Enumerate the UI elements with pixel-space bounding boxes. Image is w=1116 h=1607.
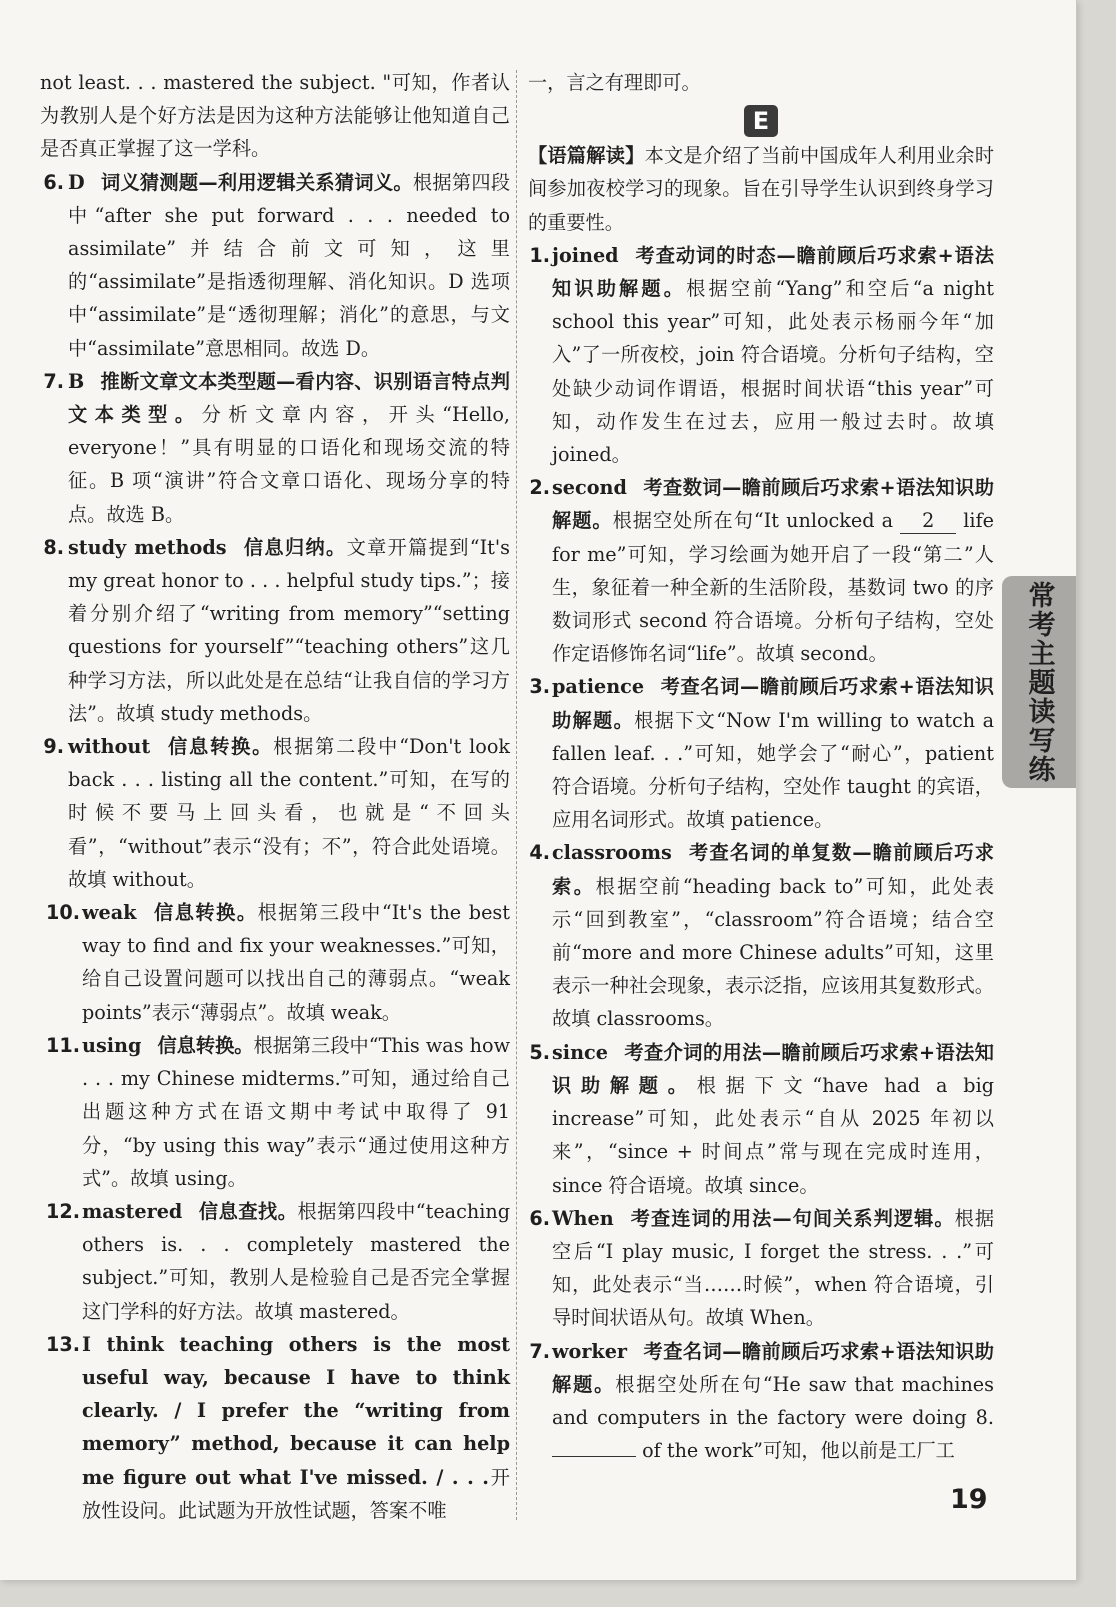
- question-number: 10.: [46, 901, 80, 925]
- explanation-text: 根据下文“have had a big increase”可知，此处表示“自从 2025 年初以来”，“since + 时间点”常与现在完成时连用，since 符合语境。故填 since。: [552, 1073, 994, 1197]
- question-number: 13.: [46, 1332, 80, 1356]
- question-type: 信息归纳。: [242, 535, 347, 559]
- explanation-text: 分析文章内容，开头“Hello, everyone！”具有明显的口语化和现场交流的特征。B 项“演讲”符合文章口语化、现场分享的特点。故选 B。: [68, 403, 511, 526]
- section-badge: E: [744, 105, 778, 137]
- left-intro: not least. . . mastered the subject. "可知，作者认为教别人是个好方法是因为这种方法能够让他知道自己是否真正掌握了这一学科。: [40, 71, 510, 161]
- fill-blank: 2: [900, 509, 956, 534]
- left-answer-item: [40, 1029, 510, 1195]
- explanation-text: 文章开篇提到“It's my great honor to . . . helpful study tips.”；接着分别介绍了“writing from memory”“setting questions for yourself”“teaching others”这几种学习方法，所以此处是在总结“让我自信的学习方法”。故填 study methods。: [68, 535, 510, 725]
- question-type: 考查连词的用法—句间关系判逻辑。: [629, 1206, 955, 1230]
- question-number: 1.: [529, 243, 550, 267]
- question-number: 12.: [46, 1199, 80, 1223]
- right-answer-item: [528, 836, 994, 1035]
- explanation-text: 根据空前“Yang”和空后“a night school this year”可知，此处表示杨丽今年“加入”了一所夜校，join 符合语境。分析句子结构，空处缺少动词作谓语，根据时间状语“this year”可知，动作发生在过去，应用一般过去时。故填 joined。: [552, 277, 994, 467]
- left-answer-item: [40, 896, 510, 1029]
- answer-key: I think teaching others is the most useful way, because I have to think clearly. / I prefer the “writing from memory” method, because it can help me figure out what I've missed. / . . .: [82, 1332, 510, 1489]
- answer-key: When: [552, 1206, 614, 1230]
- right-answer-item: [528, 471, 994, 670]
- explanation-text: 根据空前“heading back to”可知，此处表示“回到教室”，“classroom”符合语境；结合空前“more and more Chinese adults”可知，这里表示一种社会现象，表示泛指，应该用其复数形式。故填 classrooms。: [552, 874, 995, 1031]
- side-tab-label: 常考主题读写练: [1023, 580, 1055, 784]
- left-column: [40, 66, 510, 1527]
- side-tab: [1002, 576, 1076, 788]
- question-type: 信息查找。: [198, 1199, 298, 1223]
- question-type: 考查介词的用法—瞻前顾后巧求索+语法知识助解题。: [552, 1040, 994, 1097]
- question-number: 2.: [529, 476, 550, 500]
- right-answer-item: [528, 239, 994, 471]
- explanation-text-cont: life for me”可知，学习绘画为她开启了一段“第二”人生，象征着一种全新的生活阶段，基数词 two 的序数词形式 second 符合语境。分析句子结构，空处作定语修饰名词“life”。故填 second。: [552, 509, 995, 666]
- answer-key: without: [68, 735, 151, 759]
- question-type: 考查数词—瞻前顾后巧求索+语法知识助解题。: [552, 476, 994, 533]
- left-answer-item: [40, 1328, 510, 1527]
- answer-key: using: [82, 1033, 142, 1057]
- question-type: 信息转换。: [152, 901, 258, 925]
- question-type: 考查动词的时态—瞻前顾后巧求索+语法知识助解题。: [552, 243, 994, 301]
- question-number: 6.: [529, 1206, 550, 1230]
- left-answer-list: [40, 166, 510, 1527]
- explanation-text: 根据空后“I play music, I forget the stress. . .”可知，此处表示“当……时候”，when 符合语境，引导时间状语从句。故填 When。: [552, 1206, 995, 1330]
- question-number: 3.: [529, 675, 550, 699]
- right-answer-item: [528, 670, 994, 836]
- question-number: 11.: [46, 1033, 80, 1057]
- answer-key: worker: [552, 1339, 628, 1363]
- left-answer-item: [40, 365, 510, 531]
- right-column: [528, 66, 994, 1467]
- right-answer-item: [528, 1202, 994, 1335]
- answer-key: D: [68, 170, 85, 194]
- fill-blank: [552, 1456, 636, 1457]
- column-divider: [516, 70, 517, 1520]
- passage-analysis-label: 【语篇解读】: [528, 144, 645, 168]
- question-number: 4.: [529, 841, 550, 865]
- answer-key: since: [552, 1040, 608, 1064]
- explanation-text: 根据第三段中“This was how . . . my Chinese midterms.”可知，通过给自己出题这种方式在语文期中考试中取得了 91 分，“by using this way”表示“通过使用这种方式”。故填 using。: [82, 1033, 510, 1190]
- page-number: 19: [950, 1484, 988, 1515]
- question-type: 信息转换。: [157, 1033, 254, 1057]
- question-type: 考查名词—瞻前顾后巧求索+语法知识助解题。: [552, 675, 994, 732]
- question-type: 考查名词的单复数—瞻前顾后巧求索。: [552, 841, 994, 898]
- answer-key: patience: [552, 675, 645, 699]
- left-answer-item: [40, 531, 510, 730]
- question-type: 推断文章文本类型题—看内容、识别语言特点判文本类型。: [68, 369, 510, 427]
- passage-analysis: [528, 139, 994, 239]
- explanation-text: 根据第三段中“It's the best way to find and fix your weaknesses.”可知，给自己设置问题可以找出自己的薄弱点。“weak points”表示“薄弱点”。故填 weak。: [82, 901, 510, 1024]
- answer-key: study methods: [68, 535, 227, 559]
- answer-key: B: [68, 369, 85, 393]
- explanation-text: 根据空处所在句“He saw that machines and computers in the factory were doing 8.: [552, 1372, 994, 1429]
- right-answer-item: [528, 1335, 994, 1468]
- explanation-text: 根据第二段中“Don't look back . . . listing all the content.”可知，在写的时候不要马上回头看，也就是“不回头看”，“without”表示“没有；不”，符合此处语境。故填 without。: [68, 735, 511, 891]
- right-intro: 一，言之有理即可。: [528, 71, 701, 94]
- answer-key: joined: [552, 243, 619, 267]
- left-answer-item: [40, 166, 510, 365]
- explanation-text: 开放性设问。此试题为开放性试题，答案不唯: [82, 1465, 510, 1522]
- answer-key: classrooms: [552, 841, 672, 865]
- explanation-text: 根据第四段中“teaching others is. . . completely mastered the subject.”可知，教别人是检验自己是否完全掌握这门学科的好方法。故填 mastered。: [82, 1199, 510, 1323]
- passage-analysis-text: 本文是介绍了当前中国成年人利用业余时间参加夜校学习的现象。旨在引导学生认识到终身学习的重要性。: [528, 144, 995, 234]
- question-type: 词义猜测题—利用逻辑关系猜词义。: [100, 170, 413, 194]
- question-number: 5.: [529, 1040, 550, 1064]
- question-type: 考查名词—瞻前顾后巧求索+语法知识助解题。: [552, 1339, 994, 1396]
- left-answer-item: [40, 1195, 510, 1328]
- explanation-text: 根据空处所在句“It unlocked a: [612, 509, 894, 533]
- explanation-text: 根据下文“Now I'm willing to watch a fallen leaf. . .”可知，她学会了“耐心”，patient 符合语境。分析句子结构，空处作 taught 的宾语，应用名词形式。故填 patience。: [552, 708, 995, 832]
- right-answer-list: [528, 239, 994, 1468]
- answer-key: second: [552, 476, 627, 500]
- question-number: 9.: [43, 735, 64, 759]
- explanation-text: 根据第四段中“after she put forward . . . needed to assimilate”并结合前文可知，这里的“assimilate”是指透彻理解、消化知识。D 选项中“assimilate”是“透彻理解；消化”的意思，与文中“assimilate”意思相同。故选 D。: [68, 170, 511, 360]
- question-number: 6.: [43, 170, 64, 194]
- explanation-text-cont: of the work”可知，他以前是工厂工: [642, 1439, 955, 1463]
- right-answer-item: [528, 1036, 994, 1202]
- answer-key: weak: [82, 901, 137, 925]
- question-number: 8.: [43, 535, 64, 559]
- answer-key: mastered: [82, 1199, 183, 1223]
- question-number: 7.: [43, 369, 64, 393]
- question-number: 7.: [529, 1339, 550, 1363]
- question-type: 信息转换。: [166, 735, 274, 759]
- left-answer-item: [40, 730, 510, 896]
